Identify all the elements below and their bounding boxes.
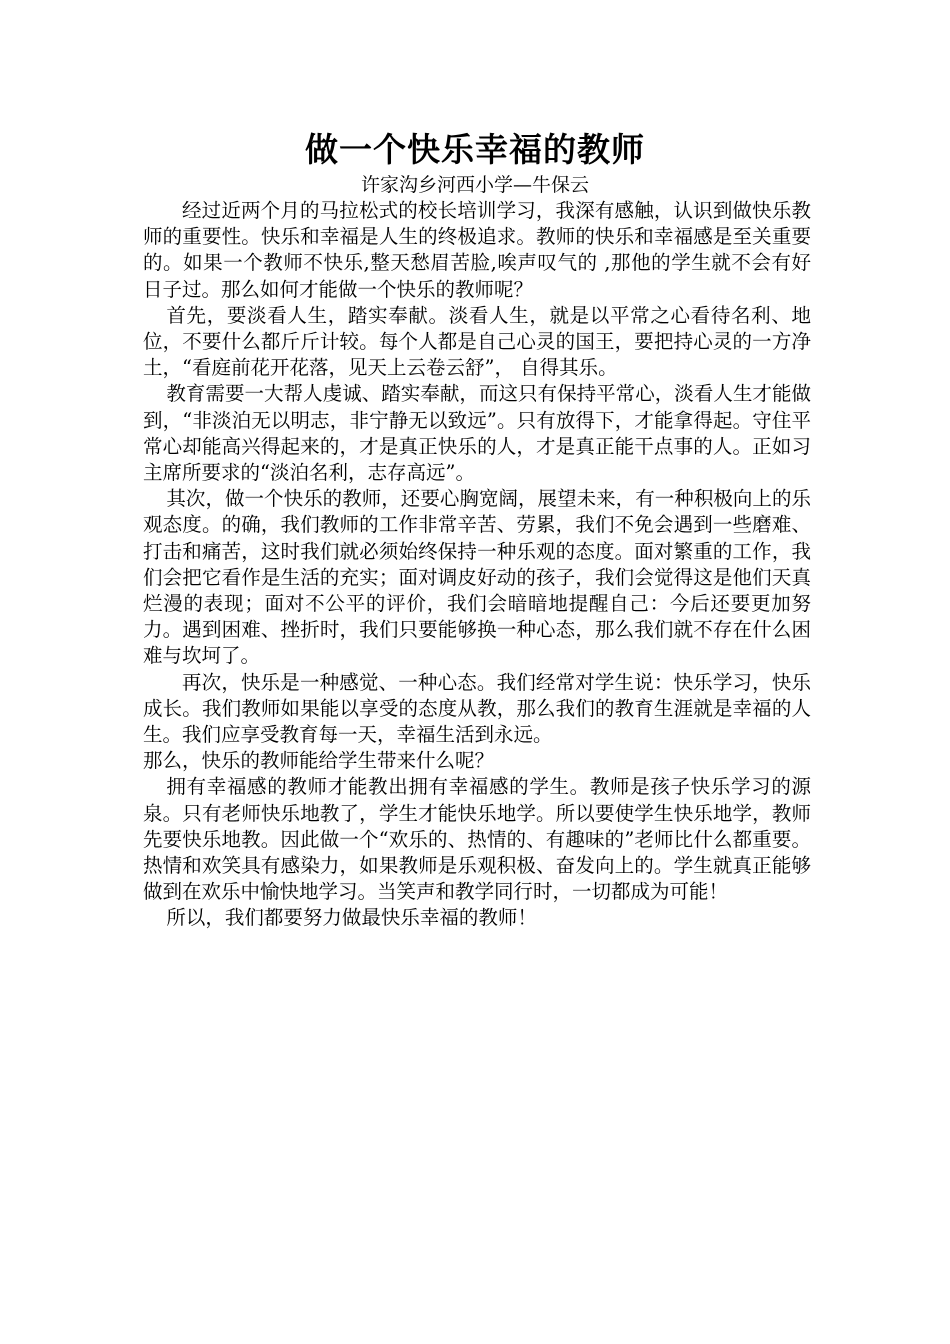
document-body <box>143 198 811 932</box>
paragraph-second-point: 其次，做一个快乐的教师，还要心胸宽阔，展望未来，有一种积极向上的乐观态度。的确，我们教师的工作非常辛苦、劳累，我们不免会遇到一些磨难、打击和痛苦，这时我们就必须始终保持一种乐观的态度。面对繁重的工作，我们会把它看作是生活的充实；面对调皮好动的孩子，我们会觉得这是他们天真烂漫的表现；面对不公平的评价，我们会暗暗地提醒自己：今后还要更加努力。遇到困难、挫折时，我们只要能够换一种心态，那么我们就不存在什么困难与坎坷了。 <box>143 487 811 668</box>
paragraph-question: 那么，快乐的教师能给学生带来什么呢？ <box>143 749 495 773</box>
paragraph-first-point-continued: 教育需要一大帮人虔诚、踏实奉献，而这只有保持平常心，淡看人生才能做到，“非淡泊无以明志，非宁静无以致远”。只有放得下，才能拿得起。守住平常心却能高兴得起来的，才是真正快乐的人，才是真正能干点事的人。正如习主席所要求的“淡泊名利，志存高远”。 <box>143 382 811 485</box>
paragraph-answer: 拥有幸福感的教师才能教出拥有幸福感的学生。教师是孩子快乐学习的源泉。只有老师快乐地教了，学生才能快乐地学。所以要使学生快乐地学，教师先要快乐地教。因此做一个“欢乐的、热情的、有趣味的”老师比什么都重要。热情和欢笑具有感染力，如果教师是乐观积极、奋发向上的。学生就真正能够做到在欢乐中愉快地学习。当笑声和教学同行时，一切都成为可能！ <box>143 775 811 904</box>
paragraph-third-point: 再次，快乐是一种感觉、一种心态。我们经常对学生说：快乐学习，快乐成长。我们教师如果能以享受的态度从教，那么我们的教育生涯就是幸福的人生。我们应享受教育每一天，幸福生活到永远。 <box>143 670 811 747</box>
paragraph-first-point: 首先，要淡看人生，踏实奉献。淡看人生，就是以平常之心看待名利、地位，不要什么都斤斤计较。每个人都是自己心灵的国王，要把持心灵的一方净土，“看庭前花开花落，见天上云卷云舒”， 自得其乐。 <box>143 303 811 380</box>
author-byline: 许家沟乡河西小学—牛保云 <box>360 174 589 196</box>
paragraph-intro: 经过近两个月的马拉松式的校长培训学习，我深有感触，认识到做快乐教师的重要性。快乐和幸福是人生的终极追求。教师的快乐和幸福感是至关重要的。如果一个教师不快乐,整天愁眉苦脸,唉声叹气的 ,那他的学生就不会有好日子过。那么如何才能做一个快乐的教师呢？ <box>143 199 811 301</box>
paragraph-conclusion: 所以，我们都要努力做最快乐幸福的教师！ <box>166 906 537 930</box>
document-title: 做一个快乐幸福的教师 <box>305 130 645 169</box>
